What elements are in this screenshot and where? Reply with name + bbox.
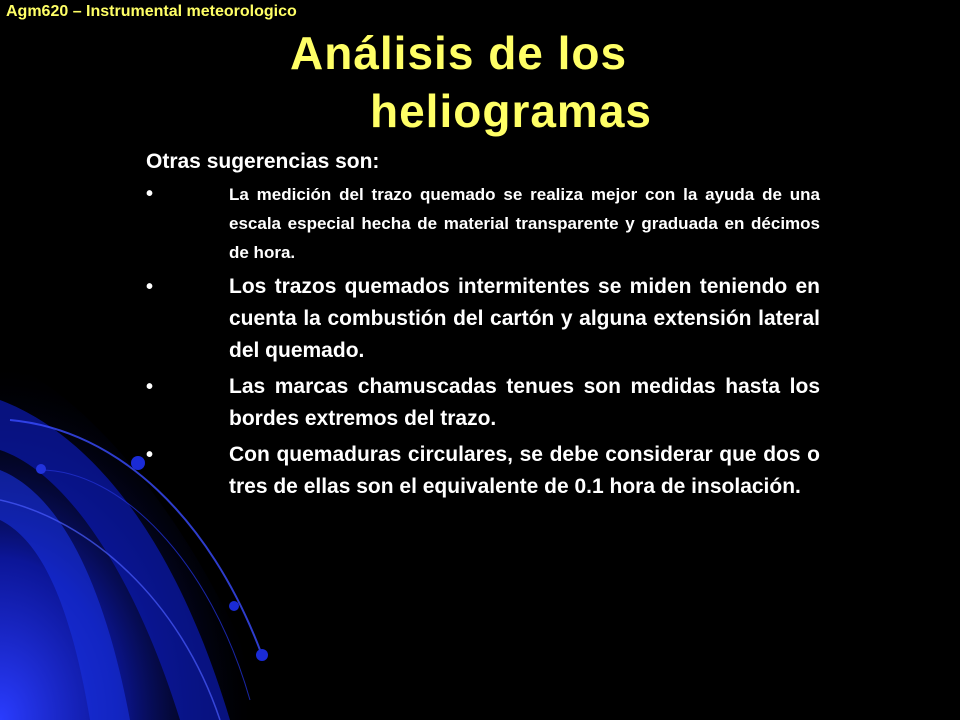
- bullet-icon: •: [146, 183, 154, 205]
- course-label: Agm620 – Instrumental meteorologico: [6, 3, 297, 20]
- title-line-1: Análisis de los: [290, 27, 628, 79]
- bullet-item: [146, 271, 820, 367]
- swirl-dot: [131, 456, 145, 470]
- bullet-icon: •: [146, 376, 154, 398]
- bullet-list: [146, 180, 820, 507]
- bullet-text: Con quemaduras circulares, se debe considerar que dos o tres de ellas son el equivalente de 0.1 hora de insolación.: [229, 443, 820, 498]
- bullet-text: Los trazos quemados intermitentes se miden teniendo en cuenta la combustión del cartón y alguna extensión lateral del quemado.: [229, 275, 820, 362]
- bullet-icon: •: [146, 276, 154, 298]
- swirl-dot: [36, 464, 46, 474]
- bullet-item: [146, 180, 820, 267]
- slide-title: [290, 24, 730, 140]
- title-line-2: heliogramas: [370, 85, 652, 137]
- bullet-item: [146, 439, 820, 503]
- bullet-text: Las marcas chamuscadas tenues son medidas hasta los bordes extremos del trazo.: [229, 375, 820, 430]
- swirl-dot: [229, 601, 239, 611]
- bullet-icon: •: [146, 444, 154, 466]
- swirl-dot: [256, 649, 268, 661]
- bullet-item: [146, 371, 820, 435]
- bullet-text: La medición del trazo quemado se realiza mejor con la ayuda de una escala especial hecha de material transparente y graduada en décimos de hora.: [229, 185, 820, 262]
- intro-text: Otras sugerencias son:: [146, 150, 380, 173]
